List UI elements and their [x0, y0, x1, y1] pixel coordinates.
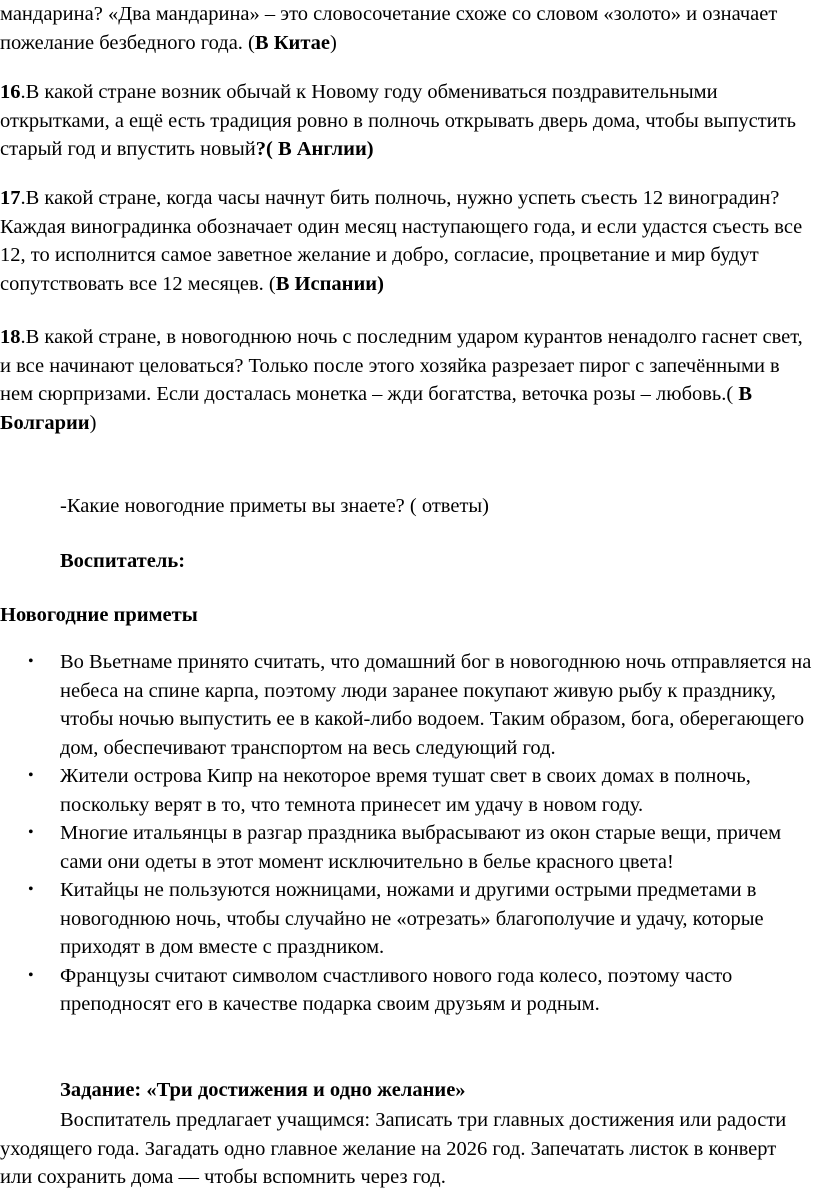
- intro-answer: В Китае: [254, 31, 331, 54]
- omens-list: [0, 648, 812, 1019]
- question-number: 16: [0, 81, 21, 103]
- prompt-question: -Какие новогодние приметы вы знаете? ( ответы): [60, 495, 489, 517]
- question-text: .В какой стране, когда часы начнут бить полночь, нужно успеть съесть 12 виноградин? Каждая виноградинка обозначает один месяц наступающего года, и если удастся съесть все 12, то исполнится самое заветное желание и добро, согласие, процветание и мир будут сопутствовать все 12 месяцев. (: [0, 187, 803, 295]
- list-item-text: Китайцы не пользуются ножницами, ножами и другими острыми предметами в новогоднюю ночь, чтобы случайно не «отрезать» благополучие и удачу, которые приходят в дом вместе с праздником.: [60, 879, 764, 958]
- teacher-label-text: Воспитатель:: [60, 550, 186, 572]
- task-body: Воспитатель предлагает учащимся: Записать три главных достижения или радости уходящего года. Загадать одно главное желание на 2026 год. Запечатать листок в конверт или сохранить дома — чтобы вспомнить через год.: [0, 1109, 787, 1188]
- task-title: [60, 1076, 816, 1105]
- question-answer: В Испании): [275, 272, 384, 295]
- question-number: 18: [0, 326, 21, 348]
- list-item: [0, 762, 812, 819]
- teacher-label: [60, 547, 812, 576]
- task-title-text: Задание: «Три достижения и одно желание»: [60, 1079, 466, 1101]
- omens-heading: [0, 601, 812, 630]
- bullet-icon: •: [28, 966, 34, 984]
- question-answer: ?( В Англии): [255, 138, 374, 160]
- bullet-icon: •: [28, 653, 34, 670]
- list-item: [0, 962, 812, 1019]
- list-item-text: Жители острова Кипр на некоторое время тушат свет в своих домах в полночь, поскольку верят в то, что темнота принесет им удачу в новом году.: [60, 765, 751, 816]
- question-text: .В какой стране возник обычай к Новому году обмениваться поздравительными открытками, а ещё есть традиция ровно в полночь открывать дверь дома, чтобы выпустить старый год и впустить новый: [0, 81, 796, 160]
- question-16: [0, 78, 812, 164]
- question-17: [0, 184, 812, 298]
- intro-text: мандарина? «Два мандарина» – это словосочетание схоже со словом «золото» и означает пожелание безбедного года. (: [0, 3, 778, 54]
- list-item-text: Во Вьетнаме принято считать, что домашний бог в новогоднюю ночь отправляется на небеса на спине карпа, поэтому люди заранее покупают живую рыбу к празднику, чтобы ночью выпустить ее в какой-либо водоем. Таким образом, бога, оберегающего дом, обеспечивают транспортом на весь следующий год.: [60, 651, 812, 759]
- list-item: [0, 648, 812, 762]
- intro-paragraph: [0, 0, 812, 57]
- omens-heading-text: Новогодние приметы: [0, 604, 198, 626]
- question-close: ): [89, 411, 97, 434]
- list-item: [0, 819, 812, 876]
- question-answer: В Болгарии: [0, 383, 753, 434]
- intro-close: ): [330, 31, 337, 54]
- question-text: .В какой стране, в новогоднюю ночь с последним ударом курантов ненадолго гаснет свет, и все начинают целоваться? Только после этого хозяйка разрезает пирог с запечёнными в нем сюрпризами. Если досталась монетка – жди богатства, веточка розы – любовь.(: [0, 326, 803, 405]
- question-18: [0, 323, 812, 437]
- question-number: 17: [0, 187, 21, 209]
- bullet-icon: •: [28, 881, 34, 898]
- list-item: [0, 876, 812, 962]
- bullet-icon: •: [28, 824, 34, 841]
- list-item-text: Французы считают символом счастливого нового года колесо, поэтому часто преподносят его в качестве подарка своим друзьям и родным.: [60, 964, 733, 1015]
- bullet-icon: •: [28, 767, 34, 784]
- list-item-text: Многие итальянцы в разгар праздника выбрасывают из окон старые вещи, причем сами они одеты в этот момент исключительно в белье красного цвета!: [60, 822, 782, 873]
